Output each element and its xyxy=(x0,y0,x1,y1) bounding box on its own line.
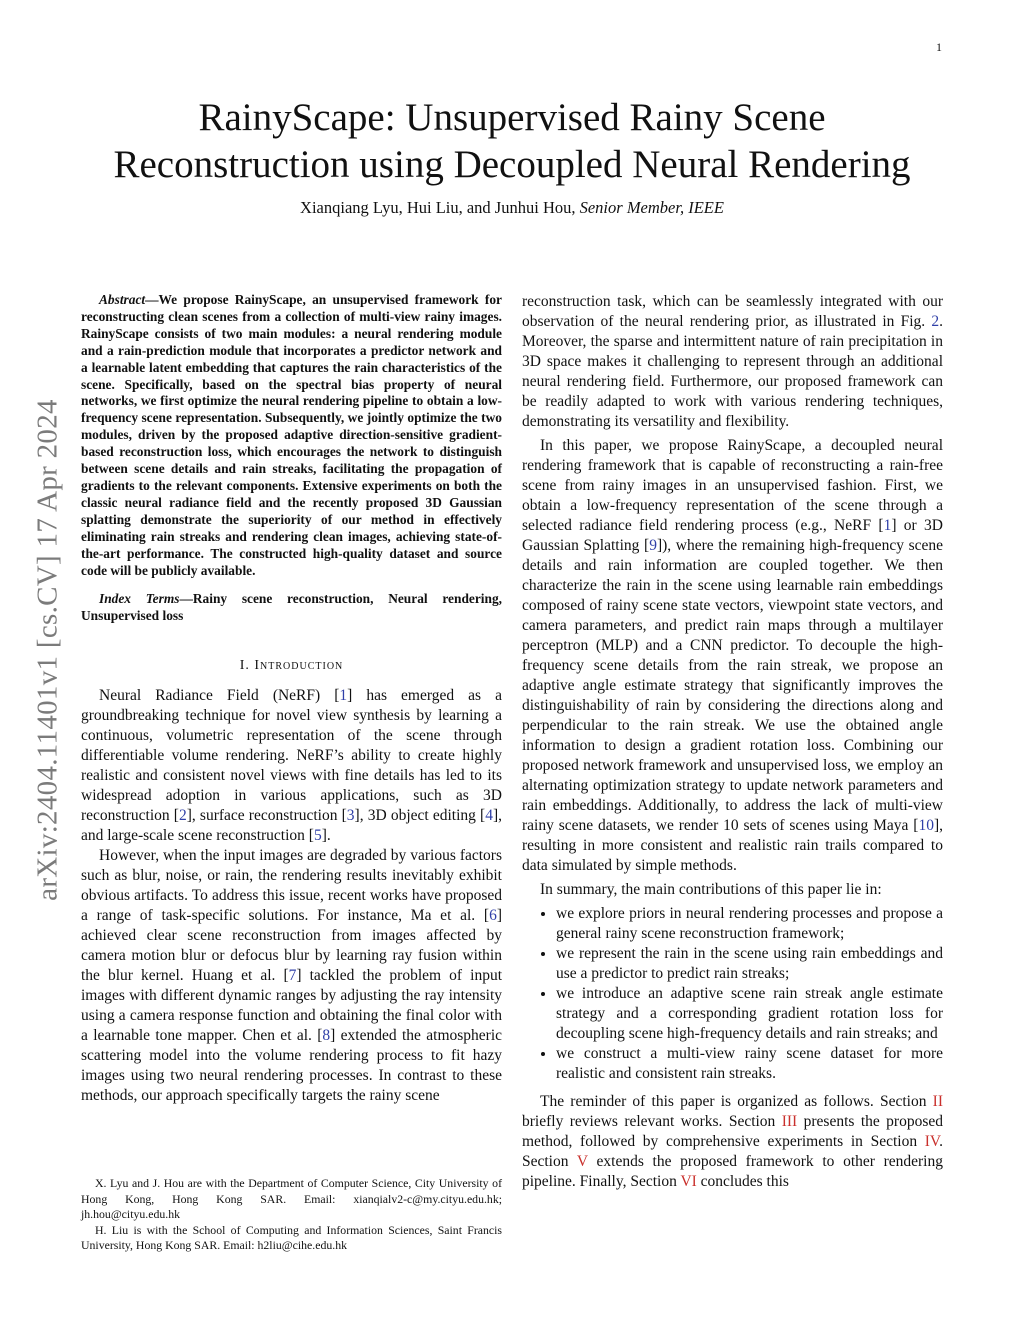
text-run: However, when the input images are degraded by various factors such as blur, noise, or rain, the rendering results inevitably exhibit obvious artifacts. To address this issue, recent works have proposed a range of task-specific solutions. For instance, Ma et al. [ xyxy=(81,847,502,925)
citation-link[interactable]: 7 xyxy=(288,967,297,985)
citation-link[interactable]: 2 xyxy=(178,807,187,825)
abstract-label: Abstract xyxy=(99,292,146,307)
text-run: ] has emerged as a groundbreaking technique for novel view synthesis by learning a continuous, volumetric representation of the scene through differentiable volume rendering. NeRF’s ability to create highly realistic and consistent novel views with fine details has led to its widespread adoption in various applications, such as 3D reconstruction [ xyxy=(81,687,502,825)
text-run: ] achieved clear scene reconstruction from images affected by camera motion blur or defocus blur by learning ray fusion within the blur kernel. Huang et al. [ xyxy=(81,907,502,985)
citation-link[interactable]: 6 xyxy=(489,907,497,925)
citation-link[interactable]: 1 xyxy=(883,517,892,534)
paper-title xyxy=(0,94,1024,188)
list-item: • we introduce an adaptive scene rain streak angle estimate strategy and a corresponding gradient rotation loss for decoupling scene high-frequency details and rain streaks; and xyxy=(556,984,943,1044)
abstract-text: —We propose RainyScape, an unsupervised framework for reconstructing clean scenes from a collection of multi-view rainy images. RainyScape consists of two main modules: a neural rendering module and a rain-prediction module that incorporates a predictor network and a learnable latent embedding that captures the rain characteristics of the scene. Specifically, based on the spectral bias property of neural networks, we first optimize the neural rendering pipeline to obtain a low-frequency scene representation. Subsequently, we jointly optimize the two modules, driven by the proposed adaptive direction-sensitive gradient-based reconstruction loss, which encourages the network to distinguish between scene details and rain streaks, facilitating the propagation of gradients to the relevant components. Extensive experiments on both the classic neural radiance field and the recently proposed 3D Gaussian splatting demonstrate the superiority of our method in effectively eliminating rain streaks and rendering clean images, achieving state-of-the-art performance. The constructed high-quality dataset and source code will be publicly available. xyxy=(81,292,502,578)
section-heading xyxy=(81,656,502,676)
arxiv-stamp: arXiv:2404.11401v1 [cs.CV] 17 Apr 2024 xyxy=(31,399,64,901)
text-run: . Moreover, the sparse and intermittent nature of rain precipitation in 3D space makes it challenging to represent through an additional neural rendering field. Furthermore, our proposed framework can be readily adapted to work with various rendering techniques, demonstrating its versatility and flexibility. xyxy=(522,313,943,430)
section-link[interactable]: III xyxy=(781,1113,798,1130)
contributions-list xyxy=(522,904,943,1084)
text-run: presents the proposed method, followed by comprehensive experiments in Section xyxy=(522,1113,943,1150)
left-column xyxy=(81,292,502,1106)
author-names: Xianqiang Lyu, Hui Liu, and Junhui Hou, xyxy=(300,198,576,217)
citation-link[interactable]: 8 xyxy=(322,1027,331,1045)
intro-paragraph-2 xyxy=(81,846,502,1106)
title-line-1: RainyScape: Unsupervised Rainy Scene xyxy=(198,96,826,139)
index-terms xyxy=(81,591,502,625)
text-run: ], resulting in more consistent and realistic rain trails compared to data simulated by simple methods. xyxy=(522,817,943,874)
footnote-affiliation-1: X. Lyu and J. Hou are with the Department of Computer Science, City University of Hong Kong, Hong Kong SAR. Email: xianqialv2-c@my.cityu.edu.hk; jh.hou@cityu.edu.hk xyxy=(81,1176,502,1221)
author-line xyxy=(0,198,1024,218)
list-item: • we represent the rain in the scene using rain embeddings and use a predictor to predict rain streaks; xyxy=(556,944,943,984)
text-run: Neural Radiance Field (NeRF) [ xyxy=(99,687,340,705)
intro-paragraph-3 xyxy=(522,436,943,876)
title-line-2: Reconstruction using Decoupled Neural Rendering xyxy=(113,143,911,186)
abstract xyxy=(81,292,502,579)
citation-link[interactable]: 3 xyxy=(346,807,355,825)
text-run: concludes this xyxy=(696,1173,789,1190)
text-run: ], 3D object editing [ xyxy=(354,807,486,825)
section-link[interactable]: II xyxy=(932,1093,943,1110)
right-column xyxy=(522,292,943,1192)
citation-link[interactable]: 9 xyxy=(649,537,657,554)
citation-link[interactable]: 1 xyxy=(339,687,348,705)
citation-link[interactable]: 10 xyxy=(918,817,934,834)
page-number: 1 xyxy=(936,40,942,54)
text-run: briefly reviews relevant works. Section xyxy=(522,1113,782,1130)
text-run: . Section xyxy=(522,1133,943,1170)
intro-paragraph-5 xyxy=(522,1092,943,1192)
text-run: ]. xyxy=(321,827,331,845)
section-link[interactable]: VI xyxy=(680,1173,697,1190)
author-role: Senior Member, IEEE xyxy=(579,198,724,217)
text-run: In this paper, we propose RainyScape, a decoupled neural rendering framework that is capable of reconstructing a rain-free scene from rainy images in an unsupervised fashion. First, we obtain a low-frequency representation of the scene through a selected radiance field rendering process (e.g., NeRF [ xyxy=(522,437,943,534)
footnotes xyxy=(81,1176,502,1254)
citation-link[interactable]: 4 xyxy=(485,807,493,825)
text-run: ] or 3D Gaussian Splatting [ xyxy=(522,517,943,554)
section-number: I. xyxy=(239,658,250,674)
intro-paragraph-2-continued xyxy=(522,292,943,432)
text-run: ], surface reconstruction [ xyxy=(186,807,347,825)
intro-paragraph-4: In summary, the main contributions of this paper lie in: xyxy=(540,881,882,898)
index-terms-label: Index Terms xyxy=(99,591,180,607)
section-link[interactable]: V xyxy=(576,1153,588,1170)
index-terms-text: —Rainy scene reconstruction, Neural rendering, Unsupervised loss xyxy=(81,591,502,624)
list-item: • we explore priors in neural rendering processes and propose a general rainy scene reconstruction framework; xyxy=(556,904,943,944)
text-run: ]), where the remaining high-frequency scene details and rain information are coupled together. We then characterize the rain in the scene using learnable rain embeddings composed of rainy scene state vectors, viewpoint state vectors, and camera parameters, and predict rain maps through a multilayer perceptron (MLP) and a CNN predictor. To decouple the high-frequency scene details from the rain streak, we propose an adaptive angle estimate strategy that significantly improves the distinguishability of rain by considering the directions along and perpendicular to the rain streak. We use the obtained angle information to design a gradient rotation loss. Combining our proposed network framework and unsupervised loss, we employ an alternating optimization strategy to update network parameters and rain embeddings. Additionally, to address the lack of multi-view rainy scene datasets, we render 10 sets of scenes using Maya [ xyxy=(522,537,943,834)
list-item: • we construct a multi-view rainy scene dataset for more realistic and consistent rain streaks. xyxy=(556,1044,943,1084)
text-run: reconstruction task, which can be seamlessly integrated with our observation of the neural rendering prior, as illustrated in Fig. xyxy=(522,293,943,330)
text-run: ], and large-scale scene reconstruction [ xyxy=(81,807,503,845)
text-run: ] extended the atmospheric scattering model into the volume rendering process to fit hazy images using two neural rendering processes. In contrast to these methods, our approach specifically targets the rainy scene xyxy=(81,1027,503,1105)
citation-link[interactable]: 5 xyxy=(313,827,322,845)
section-link[interactable]: IV xyxy=(924,1133,940,1150)
text-run: ] tackled the problem of input images with different dynamic ranges by adjusting the ray intensity using a camera response function and obtaining the final color with a learnable tone mapper. Chen et al. [ xyxy=(81,967,502,1045)
footnote-affiliation-2: H. Liu is with the School of Computing and Information Sciences, Saint Francis University, Hong Kong SAR. Email: h2liu@cihe.edu.hk xyxy=(81,1222,502,1252)
text-run: The reminder of this paper is organized as follows. Section xyxy=(540,1093,933,1110)
figure-link[interactable]: 2 xyxy=(931,313,940,330)
section-title: Introduction xyxy=(254,658,344,674)
text-run: extends the proposed framework to other rendering pipeline. Finally, Section xyxy=(522,1153,943,1190)
intro-paragraph-1 xyxy=(81,686,502,846)
